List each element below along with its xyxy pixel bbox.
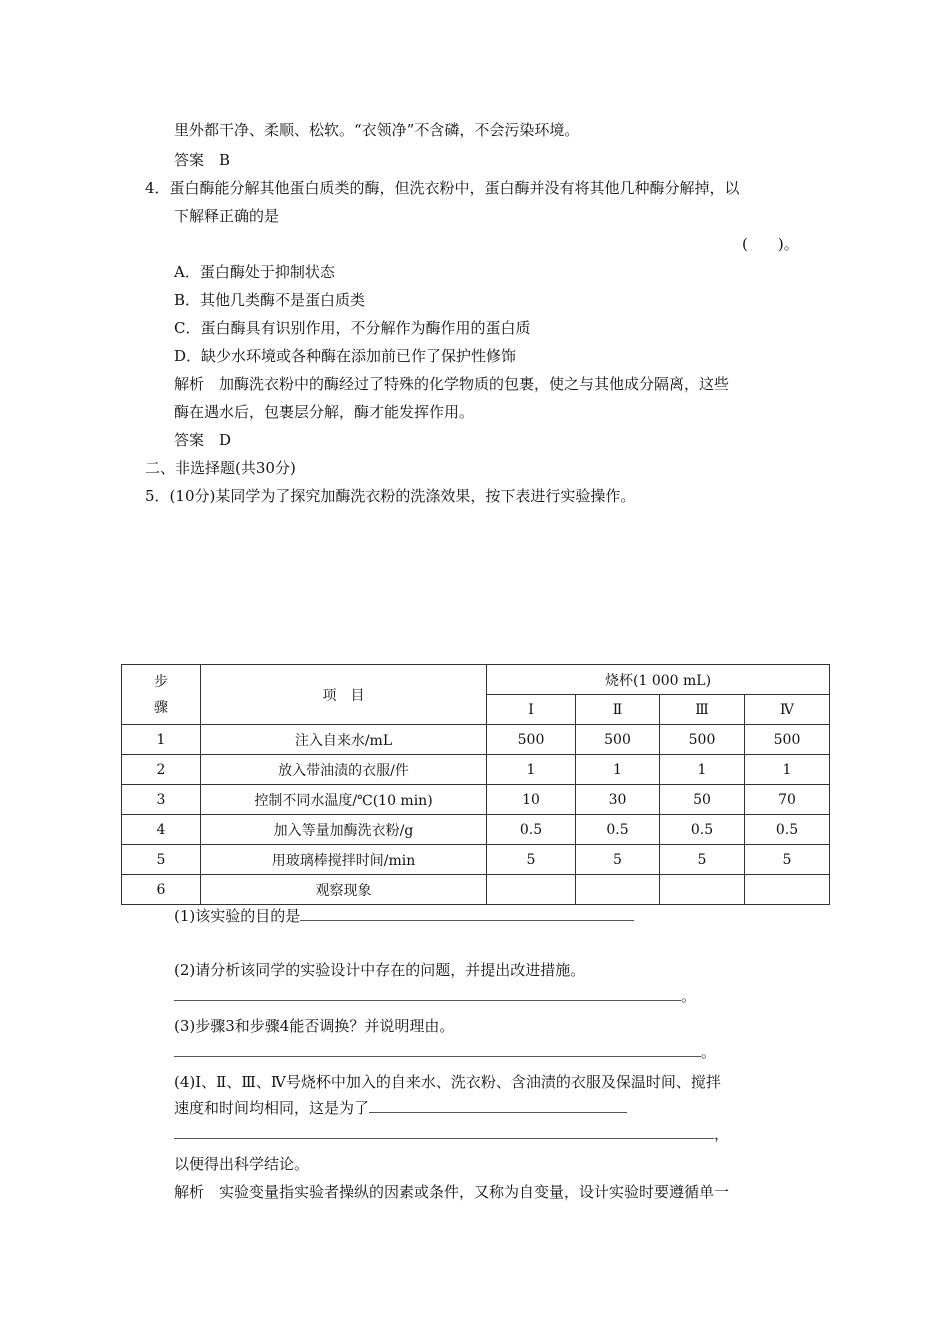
explanation-line-2: 酶在遇水后，包裹层分解，酶才能发挥作用。 xyxy=(174,403,475,421)
period: 。 xyxy=(701,1043,717,1061)
value-cell: 500 xyxy=(576,725,660,755)
subquestion-4-line-2 xyxy=(174,1098,627,1118)
value-cell xyxy=(660,875,745,905)
answer-line: 答案 D xyxy=(174,431,232,449)
beaker-label: Ⅲ xyxy=(660,695,745,725)
item-cell: 放入带油渍的衣服/件 xyxy=(201,755,487,785)
option-b: B．其他几类酶不是蛋白质类 xyxy=(174,291,366,309)
value-cell xyxy=(487,875,576,905)
table-row xyxy=(122,815,830,845)
value-cell: 5 xyxy=(660,845,745,875)
subquestion-4-text: 速度和时间均相同，这是为了 xyxy=(174,1099,370,1117)
item-header: 项 目 xyxy=(201,665,487,725)
item-cell: 控制不同水温度/℃(10 min) xyxy=(201,785,487,815)
beaker-label: Ⅰ xyxy=(487,695,576,725)
step-cell: 2 xyxy=(122,755,201,785)
question-4-line-2: 下解释正确的是 xyxy=(174,207,280,225)
value-cell: 5 xyxy=(576,845,660,875)
comma: ， xyxy=(714,1125,730,1143)
answer-blank[interactable] xyxy=(369,1098,627,1113)
explanation-line-3: 解析 实验变量指实验者操纵的因素或条件，又称为自变量，设计实验时要遵循单一 xyxy=(174,1183,730,1201)
value-cell: 30 xyxy=(576,785,660,815)
value-cell xyxy=(745,875,830,905)
subquestion-4-line-3: 以便得出科学结论。 xyxy=(174,1155,310,1173)
answer-blank[interactable] xyxy=(300,906,634,921)
answer-blank[interactable] xyxy=(174,1042,701,1057)
subquestion-2: (2)请分析该同学的实验设计中存在的问题，并提出改进措施。 xyxy=(174,961,586,979)
question-5: 5．(10分)某同学为了探究加酶洗衣粉的洗涤效果，按下表进行实验操作。 xyxy=(145,487,636,505)
table-row xyxy=(122,845,830,875)
value-cell: 5 xyxy=(487,845,576,875)
value-cell: 0.5 xyxy=(660,815,745,845)
item-cell: 加入等量加酶洗衣粉/g xyxy=(201,815,487,845)
value-cell: 50 xyxy=(660,785,745,815)
table-row xyxy=(122,755,830,785)
subquestion-4-line-1: (4)Ⅰ、Ⅱ、Ⅲ、Ⅳ号烧杯中加入的自来水、洗衣粉、含油渍的衣服及保温时间、搅拌 xyxy=(174,1073,721,1091)
subquestion-1 xyxy=(174,906,634,926)
answer-line-3 xyxy=(174,1042,716,1062)
answer-blank[interactable] xyxy=(174,986,681,1001)
item-cell: 用玻璃棒搅拌时间/min xyxy=(201,845,487,875)
value-cell: 1 xyxy=(745,755,830,785)
explanation-line-1: 解析 加酶洗衣粉中的酶经过了特殊的化学物质的包裹，使之与其他成分隔离，这些 xyxy=(174,375,730,393)
value-cell: 0.5 xyxy=(487,815,576,845)
beaker-label: Ⅱ xyxy=(576,695,660,725)
period: 。 xyxy=(681,987,697,1005)
value-cell: 5 xyxy=(745,845,830,875)
option-d: D．缺少水环境或各种酶在添加前已作了保护性修饰 xyxy=(174,347,517,365)
subquestion-3: (3)步骤3和步骤4能否调换？并说明理由。 xyxy=(174,1017,455,1035)
step-cell: 6 xyxy=(122,875,201,905)
value-cell: 500 xyxy=(660,725,745,755)
value-cell xyxy=(576,875,660,905)
value-cell: 70 xyxy=(745,785,830,815)
step-cell: 3 xyxy=(122,785,201,815)
table-row xyxy=(122,785,830,815)
table-row xyxy=(122,875,830,905)
value-cell: 500 xyxy=(487,725,576,755)
step-cell: 1 xyxy=(122,725,201,755)
step-header: 步骤 xyxy=(122,665,201,725)
item-cell: 观察现象 xyxy=(201,875,487,905)
value-cell: 10 xyxy=(487,785,576,815)
question-4-line-1: 4．蛋白酶能分解其他蛋白质类的酶，但洗衣粉中，蛋白酶并没有将其他几种酶分解掉，以 xyxy=(145,179,740,197)
step-cell: 4 xyxy=(122,815,201,845)
beaker-header: 烧杯(1 000 mL) xyxy=(487,665,830,695)
value-cell: 1 xyxy=(487,755,576,785)
answer-line-4 xyxy=(174,1124,729,1144)
table-row xyxy=(122,725,830,755)
subquestion-1-text: (1)该实验的目的是 xyxy=(174,907,301,925)
answer-blank[interactable] xyxy=(174,1124,714,1139)
value-cell: 1 xyxy=(660,755,745,785)
beaker-label: Ⅳ xyxy=(745,695,830,725)
option-c: C．蛋白酶具有识别作用，不分解作为酶作用的蛋白质 xyxy=(174,319,531,337)
answer-line: 答案 B xyxy=(174,151,231,169)
answer-line-2 xyxy=(174,986,696,1006)
text-line: 里外都干净、柔顺、松软。“衣领净”不含磷，不会污染环境。 xyxy=(174,121,580,139)
value-cell: 0.5 xyxy=(576,815,660,845)
step-cell: 5 xyxy=(122,845,201,875)
value-cell: 1 xyxy=(576,755,660,785)
value-cell: 0.5 xyxy=(745,815,830,845)
answer-paren: ( )。 xyxy=(742,235,799,253)
value-cell: 500 xyxy=(745,725,830,755)
section-heading: 二、非选择题(共30分) xyxy=(145,459,296,477)
experiment-table xyxy=(121,664,830,905)
item-cell: 注入自来水/mL xyxy=(201,725,487,755)
option-a: A．蛋白酶处于抑制状态 xyxy=(174,263,335,281)
